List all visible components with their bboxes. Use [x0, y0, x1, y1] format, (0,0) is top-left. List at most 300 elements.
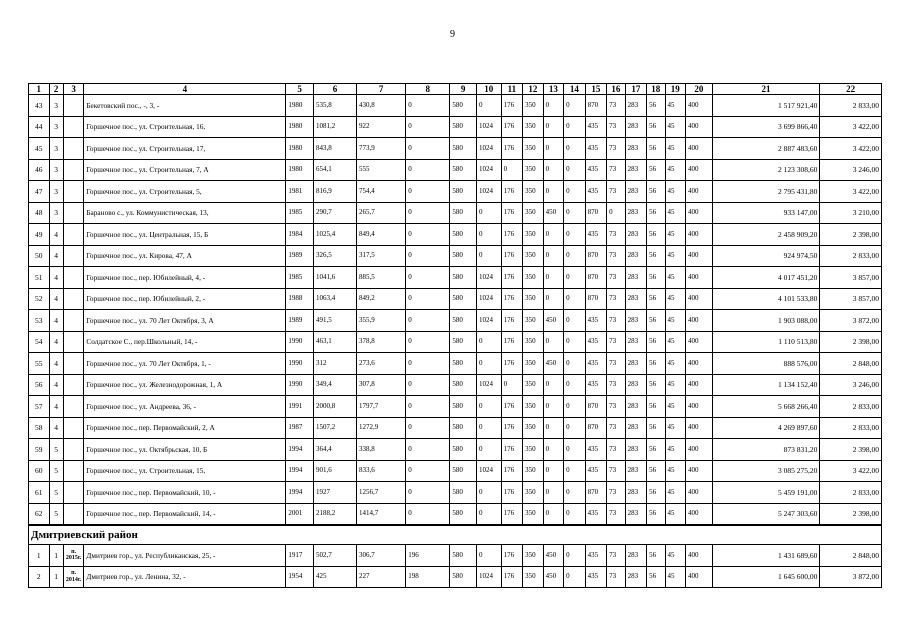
- table-cell: 45: [665, 439, 686, 461]
- table-row: [29, 267, 882, 289]
- table-cell: 56: [647, 310, 665, 332]
- column-header: 5: [286, 84, 314, 95]
- table-cell: 1 517 921,40: [712, 95, 820, 117]
- table-cell: 176: [501, 181, 523, 203]
- table-cell: 283: [625, 439, 647, 461]
- table-cell: 45: [665, 267, 686, 289]
- address-cell: Горшечное пос., пер. Первомайский, 10, -: [84, 482, 286, 504]
- table-cell: 56: [647, 331, 665, 353]
- table-cell: 580: [450, 396, 477, 418]
- table-cell: 435: [585, 566, 607, 588]
- table-cell: 350: [523, 439, 544, 461]
- column-header: 21: [712, 84, 820, 95]
- table-cell: 73: [607, 267, 625, 289]
- table-cell: 1 134 152,40: [712, 374, 820, 396]
- table-cell: 3 422,00: [820, 116, 882, 138]
- table-cell: 0: [406, 159, 450, 181]
- table-cell: 350: [523, 159, 544, 181]
- table-cell: 0: [543, 482, 564, 504]
- table-cell: 3 699 866,40: [712, 116, 820, 138]
- table-cell: 0: [564, 267, 586, 289]
- table-cell: 0: [543, 224, 564, 246]
- table-cell: 450: [543, 566, 564, 588]
- table-cell: 435: [585, 353, 607, 375]
- address-cell: Горшечное пос., пер. Первомайский, 14, -: [84, 503, 286, 525]
- table-cell: [63, 396, 84, 418]
- table-cell: 580: [450, 181, 477, 203]
- table-cell: 283: [625, 353, 647, 375]
- table-cell: 355,9: [357, 310, 406, 332]
- table-cell: 0: [543, 288, 564, 310]
- table-cell: 176: [501, 267, 523, 289]
- column-header: 19: [665, 84, 686, 95]
- table-cell: 0: [406, 116, 450, 138]
- table-cell: 1990: [286, 353, 314, 375]
- table-cell: 3 857,00: [820, 267, 882, 289]
- table-cell: 3 085 275,20: [712, 460, 820, 482]
- table-cell: 350: [523, 202, 544, 224]
- table-cell: 73: [607, 503, 625, 525]
- table-cell: 56: [647, 202, 665, 224]
- table-cell: 0: [543, 95, 564, 117]
- table-cell: 0: [564, 245, 586, 267]
- column-header: 1: [29, 84, 50, 95]
- table-cell: 435: [585, 310, 607, 332]
- table-cell: 73: [607, 310, 625, 332]
- table-cell: 0: [476, 95, 501, 117]
- table-cell: 1 431 689,60: [712, 545, 820, 567]
- column-number-header: [29, 84, 882, 95]
- table-cell: 3 872,00: [820, 566, 882, 588]
- table-cell: [63, 116, 84, 138]
- table-cell: 45: [665, 396, 686, 418]
- address-cell: Горшечное пос., ул. Железнодорожная, 1, А: [84, 374, 286, 396]
- table-cell: [63, 288, 84, 310]
- table-cell: 435: [585, 224, 607, 246]
- table-cell: 0: [564, 116, 586, 138]
- address-cell: Горшечное пос., пер. Первомайский, 2, А: [84, 417, 286, 439]
- table-cell: 1980: [286, 116, 314, 138]
- table-cell: 580: [450, 331, 477, 353]
- table-cell: 870: [585, 482, 607, 504]
- table-cell: 0: [564, 396, 586, 418]
- table-cell: 3: [49, 116, 63, 138]
- table-cell: 1024: [476, 460, 501, 482]
- table-cell: [63, 267, 84, 289]
- table-cell: 0: [476, 331, 501, 353]
- address-cell: Горшечное пос., ул. Строительная, 15,: [84, 460, 286, 482]
- table-cell: 1024: [476, 116, 501, 138]
- table-cell: 400: [686, 374, 713, 396]
- table-cell: 57: [29, 396, 50, 418]
- table-cell: 56: [647, 245, 665, 267]
- table-row: [29, 545, 882, 567]
- table-cell: 73: [607, 138, 625, 160]
- table-cell: 0: [543, 245, 564, 267]
- table-cell: 312: [313, 353, 356, 375]
- table-cell: 378,8: [357, 331, 406, 353]
- table-cell: 580: [450, 138, 477, 160]
- table-cell: 1981: [286, 181, 314, 203]
- table-cell: 400: [686, 245, 713, 267]
- column-header: 6: [313, 84, 356, 95]
- table-cell: 580: [450, 545, 477, 567]
- table-cell: 283: [625, 417, 647, 439]
- table-cell: 4: [49, 374, 63, 396]
- table-row: [29, 224, 882, 246]
- table-cell: 283: [625, 224, 647, 246]
- table-cell: 73: [607, 245, 625, 267]
- table-cell: 176: [501, 417, 523, 439]
- table-cell: 400: [686, 288, 713, 310]
- table-cell: 0: [406, 245, 450, 267]
- table-cell: 435: [585, 545, 607, 567]
- table-cell: 56: [647, 267, 665, 289]
- table-cell: 400: [686, 331, 713, 353]
- table-cell: 0: [476, 353, 501, 375]
- table-cell: 435: [585, 374, 607, 396]
- table-cell: 176: [501, 353, 523, 375]
- table-cell: 56: [647, 396, 665, 418]
- page-number: 9: [450, 29, 455, 40]
- table-cell: 400: [686, 460, 713, 482]
- table-cell: 816,9: [313, 181, 356, 203]
- table-cell: 400: [686, 181, 713, 203]
- table-cell: 73: [607, 159, 625, 181]
- table-cell: 350: [523, 545, 544, 567]
- table-cell: 1988: [286, 288, 314, 310]
- table-cell: [63, 417, 84, 439]
- table-cell: 45: [665, 202, 686, 224]
- table-cell: 888 576,00: [712, 353, 820, 375]
- table-cell: 400: [686, 353, 713, 375]
- table-cell: 1025,4: [313, 224, 356, 246]
- registry-table: [28, 83, 882, 588]
- table-cell: 0: [543, 159, 564, 181]
- table-cell: 350: [523, 181, 544, 203]
- column-header: 13: [543, 84, 564, 95]
- table-cell: 45: [665, 566, 686, 588]
- table-cell: 400: [686, 482, 713, 504]
- table-cell: 1990: [286, 331, 314, 353]
- table-cell: [63, 181, 84, 203]
- section-header-row: [29, 525, 882, 545]
- table-cell: 56: [647, 417, 665, 439]
- table-cell: 3: [49, 181, 63, 203]
- table-cell: 45: [665, 310, 686, 332]
- table-cell: 0: [564, 439, 586, 461]
- table-cell: 176: [501, 482, 523, 504]
- table-cell: 56: [647, 482, 665, 504]
- table-cell: 580: [450, 566, 477, 588]
- table-cell: 491,5: [313, 310, 356, 332]
- table-cell: 350: [523, 566, 544, 588]
- table-cell: 1256,7: [357, 482, 406, 504]
- table-cell: 0: [406, 224, 450, 246]
- table-cell: 2 458 909,20: [712, 224, 820, 246]
- table-cell: 2 123 308,60: [712, 159, 820, 181]
- table-cell: 283: [625, 202, 647, 224]
- table-cell: 0: [564, 331, 586, 353]
- table-cell: 56: [647, 374, 665, 396]
- column-header: 8: [406, 84, 450, 95]
- column-header: 15: [585, 84, 607, 95]
- table-cell: 50: [29, 245, 50, 267]
- table-cell: 56: [647, 116, 665, 138]
- table-cell: 0: [543, 503, 564, 525]
- table-cell: 400: [686, 159, 713, 181]
- table-cell: 283: [625, 116, 647, 138]
- table-cell: 1990: [286, 374, 314, 396]
- table-cell: 4: [49, 288, 63, 310]
- table-cell: 1989: [286, 310, 314, 332]
- table-cell: 580: [450, 353, 477, 375]
- table-cell: 400: [686, 396, 713, 418]
- table-cell: 45: [665, 374, 686, 396]
- column-header: 20: [686, 84, 713, 95]
- table-cell: 463,1: [313, 331, 356, 353]
- table-cell: 1024: [476, 159, 501, 181]
- table-cell: п. 2015г.: [63, 545, 84, 567]
- address-cell: Горшечное пос., ул. Центральная, 15, Б: [84, 224, 286, 246]
- table-cell: 176: [501, 245, 523, 267]
- table-cell: 450: [543, 202, 564, 224]
- table-cell: 2 398,00: [820, 503, 882, 525]
- table-cell: 73: [607, 417, 625, 439]
- table-cell: 350: [523, 396, 544, 418]
- column-header: 4: [84, 84, 286, 95]
- table-cell: 273,6: [357, 353, 406, 375]
- table-cell: 0: [476, 417, 501, 439]
- table-cell: 1024: [476, 566, 501, 588]
- address-cell: Горшечное пос., ул. Строительная, 16,: [84, 116, 286, 138]
- table-cell: 580: [450, 417, 477, 439]
- table-cell: 2001: [286, 503, 314, 525]
- table-cell: 56: [647, 566, 665, 588]
- table-body: [29, 95, 882, 588]
- table-cell: 0: [476, 396, 501, 418]
- table-cell: 227: [357, 566, 406, 588]
- table-cell: 435: [585, 181, 607, 203]
- table-row: [29, 460, 882, 482]
- table-cell: 283: [625, 181, 647, 203]
- table-cell: 283: [625, 503, 647, 525]
- table-row: [29, 288, 882, 310]
- table-cell: 873 831,20: [712, 439, 820, 461]
- table-cell: 326,5: [313, 245, 356, 267]
- table-cell: 43: [29, 95, 50, 117]
- table-cell: 2000,8: [313, 396, 356, 418]
- table-cell: 0: [564, 353, 586, 375]
- table-cell: 5: [49, 439, 63, 461]
- table-cell: 73: [607, 482, 625, 504]
- table-cell: 56: [647, 159, 665, 181]
- table-cell: 870: [585, 396, 607, 418]
- table-cell: 580: [450, 503, 477, 525]
- table-cell: 1994: [286, 439, 314, 461]
- table-cell: 73: [607, 374, 625, 396]
- table-cell: 1 645 600,00: [712, 566, 820, 588]
- table-cell: 4: [49, 245, 63, 267]
- table-cell: 283: [625, 545, 647, 567]
- table-cell: 73: [607, 439, 625, 461]
- table-cell: 0: [406, 353, 450, 375]
- table-cell: 1: [49, 566, 63, 588]
- table-cell: 1994: [286, 482, 314, 504]
- table-cell: 5 247 303,60: [712, 503, 820, 525]
- table-cell: 1024: [476, 374, 501, 396]
- table-cell: 0: [543, 138, 564, 160]
- column-header: 3: [63, 84, 84, 95]
- table-cell: 350: [523, 95, 544, 117]
- table-cell: п. 2014г.: [63, 566, 84, 588]
- column-header: 22: [820, 84, 882, 95]
- table-cell: 0: [476, 503, 501, 525]
- table-cell: 400: [686, 95, 713, 117]
- table-cell: 400: [686, 138, 713, 160]
- table-cell: 3 422,00: [820, 181, 882, 203]
- table-cell: 56: [647, 545, 665, 567]
- address-cell: Горшечное пос., ул. Андреева, 36, -: [84, 396, 286, 418]
- table-cell: 0: [501, 159, 523, 181]
- table-cell: 5: [49, 482, 63, 504]
- column-header: 17: [625, 84, 647, 95]
- table-cell: 0: [543, 439, 564, 461]
- table-row: [29, 374, 882, 396]
- table-cell: 350: [523, 245, 544, 267]
- table-cell: 1024: [476, 288, 501, 310]
- table-cell: 435: [585, 439, 607, 461]
- table-cell: 1 110 513,80: [712, 331, 820, 353]
- table-cell: 350: [523, 460, 544, 482]
- table-cell: 176: [501, 566, 523, 588]
- table-cell: 1927: [313, 482, 356, 504]
- table-cell: 849,2: [357, 288, 406, 310]
- column-header: 2: [49, 84, 63, 95]
- table-cell: 924 974,50: [712, 245, 820, 267]
- table-row: [29, 95, 882, 117]
- table-cell: 73: [607, 224, 625, 246]
- table-cell: 196: [406, 545, 450, 567]
- table-cell: [63, 159, 84, 181]
- table-cell: 5: [49, 460, 63, 482]
- address-cell: Горшечное пос., ул. Октябрьская, 10, Б: [84, 439, 286, 461]
- table-cell: 73: [607, 181, 625, 203]
- table-cell: 176: [501, 288, 523, 310]
- table-cell: 1063,4: [313, 288, 356, 310]
- table-cell: 73: [607, 396, 625, 418]
- table-cell: 0: [564, 288, 586, 310]
- table-cell: 3 422,00: [820, 138, 882, 160]
- table-cell: [63, 503, 84, 525]
- table-cell: 933 147,00: [712, 202, 820, 224]
- table-cell: [63, 95, 84, 117]
- table-cell: 283: [625, 566, 647, 588]
- table-cell: 400: [686, 267, 713, 289]
- address-cell: Горшечное пос., ул. 70 Лет Октября, 1, -: [84, 353, 286, 375]
- table-cell: 364,4: [313, 439, 356, 461]
- table-cell: 3 246,00: [820, 374, 882, 396]
- table-cell: 4 017 451,20: [712, 267, 820, 289]
- table-cell: 176: [501, 138, 523, 160]
- address-cell: Горшечное пос., ул. Кирова, 47, А: [84, 245, 286, 267]
- table-cell: 350: [523, 116, 544, 138]
- table-cell: 1024: [476, 310, 501, 332]
- table-cell: 0: [406, 138, 450, 160]
- table-cell: 0: [406, 288, 450, 310]
- table-cell: 2 833,00: [820, 396, 882, 418]
- table-cell: 580: [450, 439, 477, 461]
- table-cell: 56: [647, 460, 665, 482]
- column-header: 7: [357, 84, 406, 95]
- table-cell: 885,5: [357, 267, 406, 289]
- table-cell: 2 398,00: [820, 224, 882, 246]
- table-cell: 1987: [286, 417, 314, 439]
- table-cell: 435: [585, 460, 607, 482]
- table-cell: 1989: [286, 245, 314, 267]
- table-cell: 450: [543, 310, 564, 332]
- table-cell: 1985: [286, 202, 314, 224]
- table-cell: 0: [543, 116, 564, 138]
- table-cell: 350: [523, 374, 544, 396]
- table-cell: 2188,2: [313, 503, 356, 525]
- table-cell: 56: [647, 503, 665, 525]
- table-cell: 2 398,00: [820, 439, 882, 461]
- table-cell: 1917: [286, 545, 314, 567]
- address-cell: Горшечное пос., пер. Юбилейный, 4, -: [84, 267, 286, 289]
- table-cell: 283: [625, 159, 647, 181]
- table-cell: 425: [313, 566, 356, 588]
- table-cell: 56: [647, 181, 665, 203]
- table-cell: 435: [585, 503, 607, 525]
- section-title: Дмитриевский район: [29, 525, 882, 545]
- address-cell: Горшечное пос., ул. Строительная, 17,: [84, 138, 286, 160]
- table-cell: 2 833,00: [820, 245, 882, 267]
- table-cell: 654,1: [313, 159, 356, 181]
- table-cell: 0: [406, 310, 450, 332]
- table-cell: 3: [49, 95, 63, 117]
- table-row: [29, 439, 882, 461]
- table-cell: 1985: [286, 267, 314, 289]
- table-cell: 176: [501, 224, 523, 246]
- table-cell: [63, 224, 84, 246]
- table-cell: 0: [476, 202, 501, 224]
- table-row: [29, 159, 882, 181]
- table-cell: 0: [564, 95, 586, 117]
- table-cell: 0: [564, 138, 586, 160]
- table-cell: 0: [564, 224, 586, 246]
- table-cell: 0: [406, 396, 450, 418]
- table-cell: 53: [29, 310, 50, 332]
- table-cell: 1797,7: [357, 396, 406, 418]
- address-cell: Бараново с., ул. Коммунистическая, 13,: [84, 202, 286, 224]
- table-cell: 0: [543, 417, 564, 439]
- table-cell: 283: [625, 331, 647, 353]
- table-cell: 0: [564, 482, 586, 504]
- table-cell: 450: [543, 545, 564, 567]
- table-cell: 2 398,00: [820, 331, 882, 353]
- table-cell: 2 848,00: [820, 545, 882, 567]
- table-cell: 283: [625, 374, 647, 396]
- table-cell: 0: [564, 417, 586, 439]
- table-cell: 0: [564, 460, 586, 482]
- table-cell: 283: [625, 310, 647, 332]
- table-cell: 56: [29, 374, 50, 396]
- table-cell: 45: [665, 503, 686, 525]
- table-cell: 45: [665, 138, 686, 160]
- table-cell: 435: [585, 331, 607, 353]
- table-row: [29, 503, 882, 525]
